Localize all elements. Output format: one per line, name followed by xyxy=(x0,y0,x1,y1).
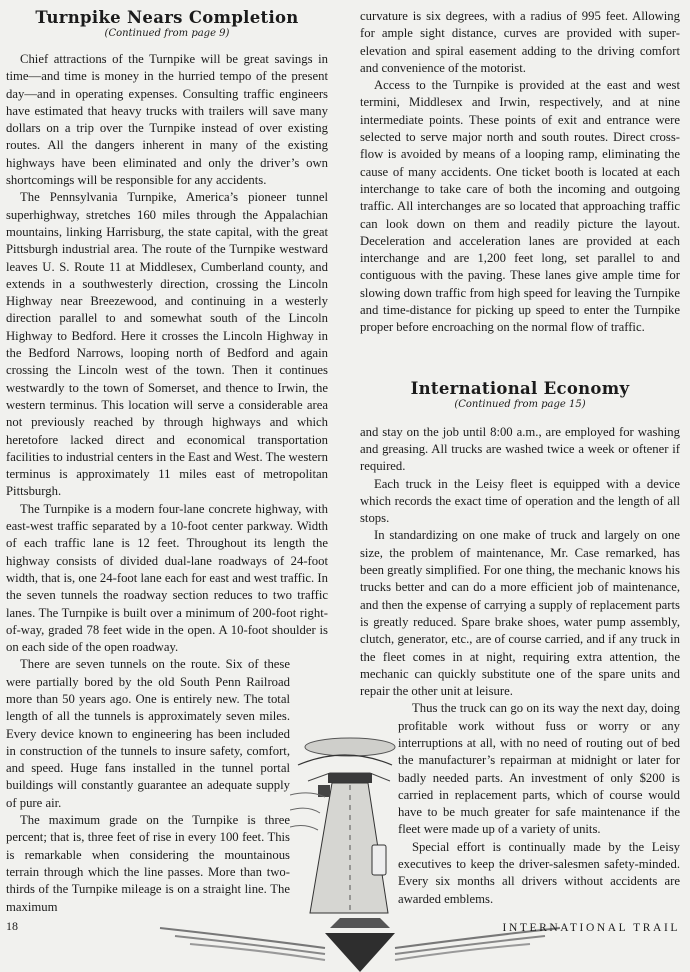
turnpike-title: Turnpike Nears Completion xyxy=(35,8,299,27)
winged-emblem-decoration xyxy=(150,908,570,972)
turnpike-continued-paragraph-2: Access to the Turnpike is provided at the east and west termini, Middlesex and Irwin, respectively, and at nine intermediate points. These points of exit and entrance were selected to serve major north and south routes. Direct cross-flow is avoided by means of a looping ramp, eliminating the cause of many accidents. One ticket booth is located at each interchange to take care of both the incoming and outgoing traffic. All interchanges are so located that approaching traffic can look down on them and readily picture the layout. Deceleration and acceleration lanes are provided at each interchange and are 1,200 feet long, set parallel to and contiguous with the paving. These lanes give ample time for slowing down traffic from high speed for leaving the Turnpike and time-distance for picking up speed to enter the Turnpike proper before encroaching on the normal flow of traffic. xyxy=(360,78,680,335)
turnpike-paragraph-1: Chief attractions of the Turnpike will be great savings in time—and time is money in the hurried tempo of the present day—and in operating expenses. Consulting traffic engineers have estimated that heavy trucks with trailers will save many dollars on a trip over the Turnpike instead of over existing routes. All the dangers inherent in many of the existing highways have been eliminated and only the driver’s own shortcomings will be responsible for any accidents. xyxy=(6,52,328,188)
economy-continued-note: (Continued from page 15) xyxy=(454,398,586,410)
economy-paragraph-2: Each truck in the Leisy fleet is equipped with a device which records the exact time of operation and the length of all stops. xyxy=(360,476,680,526)
turnpike-continued-note: (Continued from page 9) xyxy=(104,28,230,39)
economy-paragraph-3: In standardizing on one make of truck and largely on one size, the problem of maintenance, Mr. Case remarked, has been greatly simplified. For one thing, the mechanic knows his trucks better and can do a more efficient job of maintenance, and then the expense of carrying a supply of replacement parts is greatly reduced. Spare brake shoes, water pump assembly, clutch, generator, etc., are of course carried, and if any truck in the fleet comes in at night, requiring extra attention, the mechanic can quickly substitute one of the spare units and repair the other unit at leisure. xyxy=(360,528,680,699)
turnpike-paragraph-4: There are seven tunnels on the route. Six of these were partially bored by the old South Penn Railroad more than 50 years ago. One is entirely new. The total length of all the tunnels is approximately seven miles. Every device known to engineering has been included in construction of the tunnels to insure safety, comfort, and speed. Huge fans installed in the tunnel portal buildings will constantly guarantee an adequate supply of pure air. xyxy=(6,657,290,810)
page-number: 18 xyxy=(6,919,18,933)
magazine-name: INTERNATIONAL TRAIL xyxy=(502,922,680,934)
turnpike-paragraph-2: The Pennsylvania Turnpike, America’s pioneer tunnel superhighway, stretches 160 miles through the Appalachian mountains, linking Harrisburg, the state capital, with the great Pittsburgh industrial area. The route of the Turnpike westward leaves U. S. Route 11 at Middlesex, Cumberland county, and extends in a southwesterly direction, crossing the Lincoln Highway near Breezewood, and continuing in a westerly direction parallel to and somewhat south of the Lincoln Highway to Bedford. Here it crosses the Lincoln Highway in the Bedford Narrows, looping north of Bedford and again crossing the Lincoln west of the town. Then it continues westwardly to the town of Somerset, and thence to Irwin, the western terminus. This location will serve a considerable area not previously reached by through highways and which heretofore lacked direct and economical transportation facilities to industrial centers in the East and West. The western terminus is approximately 11 miles east of metropolitan Pittsburgh. xyxy=(6,190,328,499)
turnpike-paragraph-5: The maximum grade on the Turnpike is three percent; that is, three feet of rise in every 100 feet. This is remarkable when considering the mountainous terrain through which the line passes. More than two-thirds of the Turnpike mileage is on a straight line. The maximum xyxy=(6,813,290,914)
economy-paragraph-1: and stay on the job until 8:00 a.m., are employed for washing and greasing. All trucks are washed twice a week or oftener if required. xyxy=(360,424,680,474)
economy-paragraph-4: Thus the truck can go on its way the next day, doing profitable work without fuss or worry or any interruptions at all, with no need of routing out of bed the manufacturer’s repairman at midnight or later for badly needed parts. An investment of only $200 is carried in replacement parts, which of course would have to be much greater for safe maintenance if the fleet were made up of a variety of units. xyxy=(398,701,680,837)
turnpike-paragraph-3: The Turnpike is a modern four-lane concrete highway, with east-west traffic separated by a 10-foot center parkway. Width of each traffic lane is 12 feet. Throughout its length the highway consists of divided dual-lane roadways of 24-foot width, that is, one 24-foot lane each for east and west traffic. In the seven tunnels the roadway section reduces to two traffic lanes. The Turnpike is built over a minimum of 200-foot right-of-way, graded 78 feet wide in the open. A 10-foot shoulder is on each side of the open roadway. xyxy=(6,501,328,655)
left-column xyxy=(6,0,328,916)
turnpike-continued-paragraph-1: curvature is six degrees, with a radius of 995 feet. Allowing for ample sight distance, curves are provided with super-elevation and spiral easement adding to the driving comfort and convenience of the motorist. xyxy=(360,9,680,75)
economy-title: International Economy xyxy=(410,378,630,398)
economy-paragraph-5: Special effort is continually made by the Leisy executives to keep the driver-salesmen safety-minded. Every six months all drivers without accidents are awarded emblems. xyxy=(398,839,680,906)
highway-tunnel-illustration xyxy=(290,735,400,915)
right-column xyxy=(360,0,680,908)
